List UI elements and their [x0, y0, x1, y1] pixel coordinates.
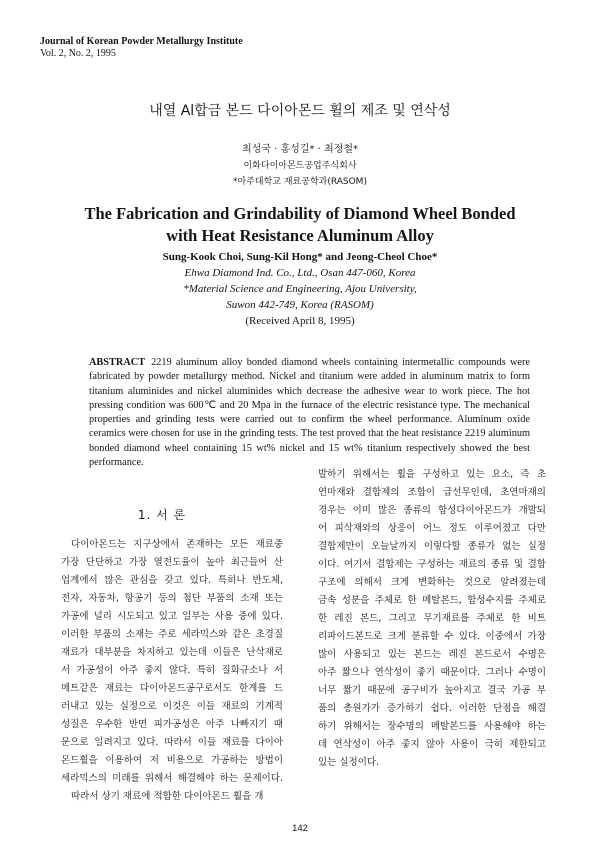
journal-volume: Vol. 2, No. 2, 1995	[40, 48, 116, 59]
body-text-line: 리파이드본드로 크게 분류할 수 있다. 이중에서 가장	[318, 631, 546, 642]
body-text-line: 이다. 여기서 결합제는 구성하는 재료의 종류 및 결합	[318, 559, 546, 570]
journal-header	[40, 36, 243, 60]
body-text-line: 너무 짧기 때문에 공구비가 높아지고 결국 가공 부	[318, 685, 546, 696]
body-text-line: 전자, 자동차, 항공기 등의 첨단 부품의 소재 또는	[61, 593, 283, 604]
body-text-line: 이러한 부품의 소재는 주로 세라믹스와 같은 초경질	[61, 629, 283, 640]
section-heading: 1. 서 론	[137, 508, 187, 522]
body-text-line: 서 가공성이 아주 좋지 않다. 특히 질화규소나 서	[61, 665, 283, 676]
english-affiliation-1: Ehwa Diamond Ind. Co., Ltd., Osan 447-060, Korea	[184, 267, 416, 279]
english-title	[0, 203, 600, 247]
body-text-line: 하기 위해서는 장수명의 메탈본드를 사용해야 하는	[318, 721, 546, 732]
received-date: (Received April 8, 1995)	[245, 315, 355, 327]
body-text-line: 문으로 일려지고 있다. 따라서 이들 재료를 다이아	[61, 737, 283, 748]
body-text-line: 세라믹스의 미래를 위해서 해결해야 하는 문제이다.	[61, 773, 283, 784]
body-text-line: 어 피삭재와의 상응이 어느 정도 이루어졌고 다만	[318, 523, 546, 534]
body-text-line: 메트같은 재료는 다이아몬드공구로서도 한계를 드	[61, 683, 283, 694]
body-text-line: 경우는 이미 많은 종류의 합성다이아몬드가 개발되	[318, 505, 546, 516]
body-text-line: 연마재와 결합제의 조합이 급선무인데, 초연마재의	[318, 487, 546, 498]
body-text-line: 아주 짧으나 연삭성이 좋기 때문이다. 그러나 수명이	[318, 667, 546, 678]
korean-affiliation-2: *아주대학교 재료공학과(RASOM)	[233, 177, 367, 187]
body-text-line: 가장 단단하고 가장 열전도율이 높아 최근들어 산	[61, 557, 283, 568]
journal-name: Journal of Korean Powder Metallurgy Institute	[40, 36, 243, 47]
body-text-line: 러내고 있는 실정으로 이것은 이들 재료의 기계적	[61, 701, 283, 712]
body-right-column	[318, 466, 546, 772]
abstract-text: 2219 aluminum alloy bonded diamond wheels containing intermetallic compounds were fabricated by powder metallurgy method. Nickel and titanium were added in aluminum matrix to form titanium aluminides and nickel aluminides which decrease the adhesive wear to work piece. The hot pressing condition was 600℃ and 20 Mpa in the furnace of the electric resistance type. The mechanical properties and grinding tests were carried out to confirm the wheel performance. Aluminum oxide ceramics were chosen for use in the grinding tests. The test proved that the heat resistance 2219 aluminum bonded diamond wheel containing 15 wt% nickel and 15 wt% titanium respectively showed the best performance.	[89, 357, 530, 469]
body-left-column	[61, 536, 283, 806]
body-text-line: 발하기 위해서는 휠을 구성하고 있는 요소, 즉 초	[318, 469, 546, 480]
body-text-line: 따라서 상기 재료에 적합한 다이아몬드 휠을 개	[71, 791, 264, 802]
body-text-line: 한 레진 본드, 그리고 무기재료를 주체로 한 비트	[318, 613, 546, 624]
page-number: 142	[292, 823, 308, 834]
body-text-line: 금속 성분을 주체로 한 메탈본드, 합성수지를 주체로	[318, 595, 546, 606]
body-text-line: 구조에 의해서 크게 변화하는 것으로 알려졌는데	[318, 577, 546, 588]
abstract-label: ABSTRACT	[89, 357, 146, 368]
english-title-line-1: The Fabrication and Grindability of Diamond Wheel Bonded	[84, 204, 516, 223]
korean-affiliation-1: 이화다이아몬드공업주식회사	[243, 161, 357, 171]
body-text-line: 많이 사용되고 있는 본드는 레진 본드로서 수명은	[318, 649, 546, 660]
korean-title: 내열 Al합금 본드 다이아몬드 휠의 제조 및 연삭성	[149, 103, 451, 119]
english-authors: Sung-Kook Choi, Sung-Kil Hong* and Jeong-Cheol Choe*	[162, 251, 438, 263]
english-affiliation-2: *Material Science and Engineering, Ajou University,	[183, 283, 417, 295]
abstract	[89, 356, 530, 470]
body-text-line: 성질은 우수한 반면 피가공성은 아주 나빠지기 때	[61, 719, 283, 730]
body-text-line: 다이아몬드는 지구상에서 존재하는 모든 재료중	[71, 539, 283, 550]
body-text-line: 있는 실정이다.	[318, 757, 380, 768]
body-text-line: 데 연삭성이 아주 좋지 않아 사용이 극히 제한되고	[318, 739, 546, 750]
english-affiliation-3: Suwon 442-749, Korea (RASOM)	[226, 299, 374, 311]
body-text-line: 재료가 대부분을 차지하고 있는데 이들은 난삭재로	[61, 647, 283, 658]
body-text-line: 업계에서 많은 관심을 갖고 있다. 특히나 반도체,	[61, 575, 283, 586]
english-title-line-2: with Heat Resistance Aluminum Alloy	[166, 226, 434, 245]
body-text-line: 결합제만이 오늘날까지 이렇다할 종류가 없는 실정	[318, 541, 546, 552]
korean-authors: 최성국 · 홍성길* · 최정철*	[241, 144, 358, 155]
body-text-line: 품의 총원가가 증가하기 쉽다. 이러한 단점을 해결	[318, 703, 546, 714]
body-text-line: 가공에 널리 시도되고 있고 일부는 사용 중에 있다.	[61, 611, 283, 622]
body-text-line: 몬드휠을 이용하여 저 비용으로 가공하는 방법이	[61, 755, 283, 766]
